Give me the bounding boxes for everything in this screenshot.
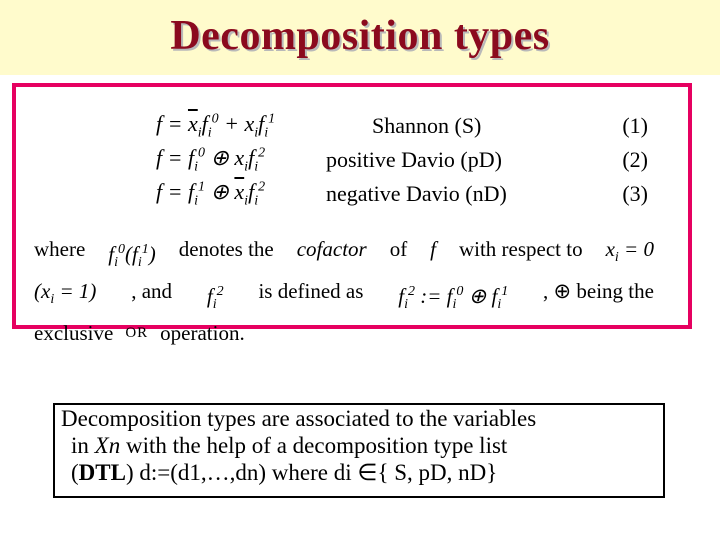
math-expression: $(x_i = 1)$ bbox=[34, 279, 97, 308]
negative-davio-formula: $f = f_i^1$ ⊕ $\overline{x}_if_i^2$ bbox=[156, 179, 266, 209]
description-text: ) d:=(d1,…,dn) where di bbox=[125, 460, 358, 485]
paragraph-word: of bbox=[389, 237, 408, 261]
formula-box bbox=[12, 83, 692, 346]
equation-number: (2) bbox=[622, 147, 648, 172]
equation-name: positive Davio (pD) bbox=[326, 147, 502, 172]
description-text: in bbox=[71, 433, 95, 458]
paragraph-line bbox=[34, 235, 654, 277]
paragraph-word: , ⊕ being the bbox=[543, 279, 654, 304]
equation-number: (1) bbox=[622, 113, 648, 138]
description-line bbox=[55, 432, 663, 459]
equation-row-shannon bbox=[16, 111, 688, 145]
paragraph-word: , and bbox=[131, 279, 173, 304]
description-line bbox=[55, 459, 663, 486]
cofactor-paragraph bbox=[34, 235, 654, 348]
math-expression: $f_i^2$ := $f_i^0$ ⊕ $f_i^1$ bbox=[398, 284, 509, 313]
description-box bbox=[53, 403, 665, 498]
paragraph-word: denotes the bbox=[178, 237, 274, 261]
equation-row-negative-davio bbox=[16, 179, 688, 213]
description-bold: DTL bbox=[78, 460, 126, 485]
paragraph-word: where bbox=[34, 237, 86, 261]
math-expression: $f_i^0(f_i^1)$ bbox=[108, 242, 156, 271]
paragraph-line bbox=[34, 277, 654, 319]
equation-name: negative Davio (nD) bbox=[326, 181, 507, 206]
equation-name: Shannon (S) bbox=[372, 113, 482, 138]
equation-number: (3) bbox=[622, 181, 648, 206]
description-variable: Xn bbox=[94, 433, 121, 458]
math-expression: $x_i = 0$ bbox=[605, 237, 654, 266]
description-line: Decomposition types are associated to the variables bbox=[61, 406, 537, 431]
equation-row-positive-davio bbox=[16, 145, 688, 179]
paragraph-word: with respect to bbox=[458, 237, 583, 261]
paragraph-word: cofactor bbox=[296, 237, 367, 261]
description-text: with the help of a decomposition type list bbox=[120, 433, 508, 458]
math-expression: $f_i^2$ bbox=[206, 284, 224, 313]
element-of-symbol: ∈ bbox=[357, 460, 378, 485]
paragraph-word: is defined as bbox=[258, 279, 364, 304]
description-text: { S, pD, nD} bbox=[377, 460, 498, 485]
paragraph-word: exclusive bbox=[34, 321, 114, 346]
math-expression: f bbox=[430, 237, 436, 261]
slide-title: Decomposition types bbox=[170, 13, 550, 59]
paragraph-line bbox=[34, 319, 654, 348]
shannon-formula: $f = \overline{x}_if_i^0 + x_if_i^1$ bbox=[156, 111, 276, 141]
paragraph-word: operation. bbox=[160, 321, 245, 346]
description-text: ( bbox=[71, 460, 79, 485]
paragraph-word: OR bbox=[125, 325, 149, 342]
positive-davio-formula: $f = f_i^0$ ⊕ $x_if_i^2$ bbox=[156, 145, 266, 175]
